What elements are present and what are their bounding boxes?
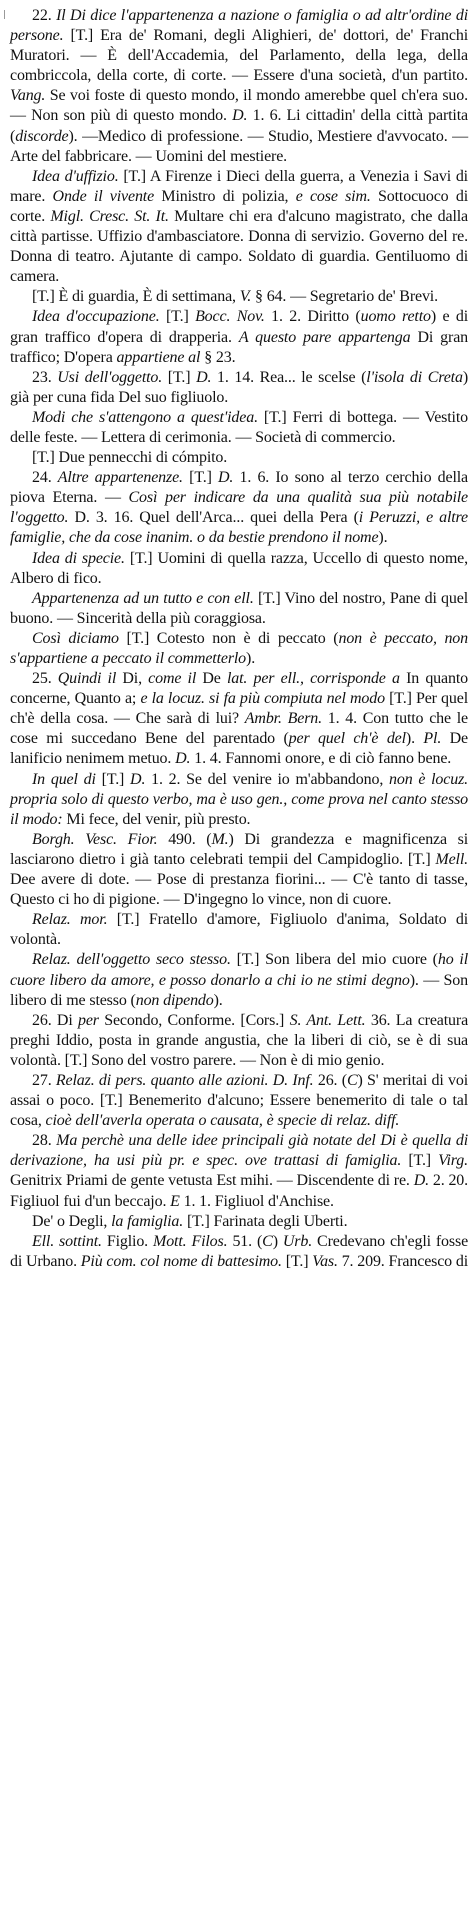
italic-text: D. [196, 368, 212, 386]
italic-text: Bocc. Nov. [195, 308, 265, 326]
italic-text: uomo retto [360, 308, 431, 326]
italic-text: non è peccato, non s'appartiene a peccato il commetterlo [10, 629, 469, 667]
italic-text: D. [232, 107, 248, 125]
text-run: 23. [32, 368, 58, 386]
italic-text: Quindi il [57, 670, 117, 688]
text-run: ) e di gran traffico d'opera di drapperia. [10, 308, 469, 346]
entry-paragraph [10, 589, 468, 629]
italic-text: e la locuz. si fa più compiuta nel modo [140, 690, 385, 708]
text-run: [T.] Son libera del mio cuore ( [230, 951, 438, 969]
italic-text: Ell. sottint. [32, 1232, 102, 1250]
text-run: [T.] A Firenze i Dieci della guerra, a Venezia i Savi di mare. [10, 167, 468, 205]
text-run: [T.] Vino del nostro, Pane di quel buono. — Sincerità della più coraggiosa. [10, 589, 468, 627]
italic-text: Idea d'occupazione. [32, 308, 160, 326]
entry-paragraph [10, 1011, 468, 1071]
italic-text: In quel di [32, 770, 96, 788]
italic-text: C [262, 1232, 273, 1250]
italic-text: Relaz. mor. [32, 911, 108, 929]
text-run: [T.] Era de' Romani, degli Alighieri, de' dottori, de' Franchi Muratori. — È dell'Accademia, del Parlamento, della lega, della combriccola, della corte, di corte. — Essere d'una società, d'un partito. [10, 27, 468, 85]
italic-text: Vas. [312, 1252, 338, 1270]
text-run: Di, [116, 670, 149, 688]
italic-text: Così diciamo [32, 629, 119, 647]
italic-text: Ma perchè una delle idee principali già notate del Di è quella di derivazione, ha usi più pr. e spec. ove trattasi di famiglia. [10, 1132, 468, 1170]
italic-text: Virg. [438, 1152, 468, 1170]
entry-paragraph [10, 307, 468, 367]
text-run: ) [272, 1232, 283, 1250]
text-run: Credevano ch'egli fosse di Urbano. [10, 1232, 469, 1270]
italic-text: per quel ch'è del [288, 730, 406, 748]
entry-paragraph [10, 6, 468, 167]
italic-text: Pl. [423, 730, 442, 748]
text-run: [T.] [281, 1252, 313, 1270]
italic-text: M. [211, 830, 229, 848]
italic-text: Relaz. di pers. quanto alle azioni. D. Inf. [55, 1071, 314, 1089]
text-run: [T.] [182, 469, 219, 487]
text-run: ) già per cuna fida Del suo figliuolo. [10, 368, 468, 406]
text-run: Secondo, Conforme. [Cors.] [98, 1011, 290, 1029]
text-run: 26. Di [32, 1011, 78, 1029]
italic-text: cioè dell'averla operata o causata, è specie di relaz. diff. [45, 1112, 400, 1130]
text-run: De lanificio nenimem metuo. [10, 730, 468, 768]
entry-paragraph [10, 167, 468, 288]
italic-text: l'isola di Creta [366, 368, 463, 386]
text-run: [T.] Cotesto non è di peccato ( [118, 629, 339, 647]
italic-text: V. [239, 288, 252, 306]
text-run: 22. [32, 7, 57, 24]
italic-text: Migl. Cresc. St. It. [50, 207, 169, 225]
italic-text: Modi che s'attengono a quest'idea. [32, 408, 258, 426]
italic-text: ho il cuore libero da amore, e posso donarlo a chi io ne stimi degno [10, 951, 468, 989]
entry-paragraph [10, 629, 468, 669]
italic-text: Più com. col nome di battesimo. [80, 1252, 282, 1270]
entry-paragraph [10, 669, 468, 769]
entry-paragraph [10, 830, 468, 910]
italic-text: S. Ant. Lett. [289, 1011, 366, 1029]
text-run: Multare chi era d'alcuno magistrato, che dalla città partisse. Uffizio d'ambasciatore. Donna di servizio. Governo del re. Donna di teatro. Ajutante di campo. Soldato di guardia. Gentiluomo di camera. [10, 207, 468, 286]
text-run: 1. 2. Se del venire io m'abbandono, [145, 770, 389, 788]
text-run: 1. 6. Io sono al terzo cerchio della piova Eterna. — [10, 469, 469, 507]
entry-paragraph [10, 1131, 468, 1211]
text-run: 24. [32, 469, 58, 487]
text-run: [T.] Ferri di bottega. — Vestito delle feste. — Lettera di cerimonia. — Società di commercio. [10, 408, 468, 446]
text-run: 1. 4. Con tutto che le cose mi succedano Bene del parentado ( [10, 710, 468, 748]
text-run: In quanto concerne, Quanto a; [10, 670, 468, 708]
italic-text: come il [148, 670, 197, 688]
text-run: ) Di grandezza e magnificenza si lasciarono dietro i già tanto celebrati tempii del Campidoglio. [T.] [10, 830, 469, 868]
text-run: ). —Medico di professione. — Studio, Mestiere d'avvocato. — Arte del fabbricare. — Uomini del mestiere. [10, 127, 468, 165]
text-run: De [196, 670, 227, 688]
entry-paragraph [10, 549, 468, 589]
text-run: [T.] Due pennecchi di cómpito. [32, 449, 228, 467]
text-run: 1. 4. Fannomi onore, e di ciò fanno bene. [190, 750, 452, 768]
entry-paragraph [10, 468, 468, 548]
text-run: [T.] È di guardia, È di settimana, [32, 288, 240, 306]
text-run: Ministro di polizia, [154, 187, 296, 205]
italic-text: Usi dell'oggetto. [57, 368, 163, 386]
text-run: [T.] [159, 308, 196, 326]
italic-text: la famiglia. [111, 1212, 184, 1230]
entry-paragraph [10, 448, 468, 468]
italic-text: e cose sim. [295, 187, 371, 205]
text-run: ). [378, 529, 388, 547]
italic-text: Borgh. Vesc. Fior. [32, 830, 158, 848]
entry-paragraph [10, 368, 468, 408]
text-run: [T.] Fratello d'amore, Figliuolo d'anima, Soldato di volontà. [10, 911, 468, 949]
text-run: 25. [32, 670, 58, 688]
italic-text: lat. per ell., corrisponde a [226, 670, 400, 688]
text-run: 1. 14. Rea... le scelse ( [211, 368, 367, 386]
text-run: Figlio. [101, 1232, 154, 1250]
entry-paragraph [10, 1212, 468, 1232]
text-run: § 64. — Segretario de' Brevi. [251, 288, 438, 306]
italic-text: Ambr. Bern. [244, 710, 322, 728]
text-run: 51. ( [227, 1232, 263, 1250]
italic-text: Onde il vivente [52, 187, 155, 205]
text-run: 1. 2. Diritto ( [264, 308, 361, 326]
italic-text: Mott. Filos. [153, 1232, 228, 1250]
italic-text: Così per indicare da una qualità sua più notabile l'oggetto. [10, 489, 468, 527]
text-run: 36. La creatura preghi Iddio, posta in grande angustia, che la liberi di ciò, se è di sua volontà. [T.] Sono del vostro parere. — Non è di mio genio. [10, 1011, 469, 1069]
italic-text: Il Di dice l'appartenenza a nazione o famiglia o ad altr'ordine di persone. [10, 7, 469, 45]
margin-mark [4, 10, 5, 19]
italic-text: non è locuz. propria solo di questo verbo, ma è uso gen., come prova nel canto stesso il modo: [10, 770, 469, 828]
entry-paragraph [10, 770, 468, 830]
text-run: ). [405, 730, 424, 748]
text-run: 1. 1. Figliuol d'Anchise. [179, 1192, 334, 1210]
italic-text: Idea di specie. [32, 549, 125, 567]
italic-text: non dipendo [135, 991, 214, 1009]
entry-paragraph [10, 408, 468, 448]
text-run: Mi fece, del venir, più presto. [62, 810, 251, 828]
italic-text: D. [413, 1172, 429, 1190]
italic-text: i Peruzzi, e altre famiglie, che da cose inanim. o da bestie prendono il nome [10, 509, 468, 547]
italic-text: per [77, 1011, 99, 1029]
entry-paragraph [10, 950, 468, 1010]
text-run: 1. 6. Li cittadin' della città partita ( [10, 107, 468, 145]
italic-text: C [346, 1071, 358, 1089]
text-run: § 23. [200, 348, 236, 366]
italic-text: appartiene al [116, 348, 201, 366]
text-run: [T.] [95, 770, 131, 788]
entry-paragraph [10, 910, 468, 950]
text-run: ). — Son libero di me stesso ( [10, 971, 468, 1009]
text-run: Sottocuoco di corte. [10, 187, 468, 225]
dictionary-entry-text [10, 6, 468, 1272]
text-run: 28. [32, 1132, 57, 1150]
entry-paragraph [10, 1232, 468, 1272]
italic-text: Mell. [435, 850, 468, 868]
text-run: Genitrix Priami de gente vetusta Est mihi. — Discendente di re. [10, 1172, 414, 1190]
text-run: 7. 209. Francesco di [337, 1252, 469, 1270]
text-run: ). [246, 650, 256, 667]
entry-paragraph [10, 1071, 468, 1131]
text-run: [T.] Uomini di quella razza, Uccello di questo nome, Albero di fico. [10, 549, 468, 587]
text-run: D. 3. 16. Quel dell'Arca... quei della Pera ( [68, 509, 359, 527]
text-run: 2. 20. Figliuol fui d'un beccajo. [10, 1172, 468, 1210]
italic-text: Altre appartenenze. [57, 469, 183, 487]
italic-text: Idea d'uffizio. [32, 167, 119, 185]
italic-text: A questo pare appartenga [238, 328, 411, 346]
italic-text: Vang. [10, 87, 46, 105]
italic-text: Appartenenza ad un tutto e con ell. [32, 589, 254, 607]
text-run: ) S' meritai di voi assai o poco. [T.] Benemerito d'alcuno; Essere benemerito di tale o tal cosa, [10, 1071, 468, 1130]
text-run: De' o Degli, [32, 1212, 112, 1230]
italic-text: E [170, 1192, 180, 1210]
text-run: 27. [32, 1071, 56, 1089]
text-run: Dee avere di dote. — Pose di prestanza fiorini... — C'è tanto di tasse, Questo ci ho di pigione. — D'ingegno lo vince, non di cuore. [10, 871, 468, 909]
text-run: [T.] Per quel ch'è della cosa. — Che sarà di lui? [10, 690, 468, 728]
italic-text: D. [218, 469, 234, 487]
text-run: 26. ( [313, 1071, 347, 1089]
text-run: 490. ( [157, 830, 212, 848]
entry-paragraph [10, 287, 468, 307]
text-run: Se voi foste di questo mondo, il mondo amerebbe quel ch'era suo. — Non son più di questo mondo. [10, 87, 468, 125]
text-run: [T.] Farinata degli Uberti. [183, 1212, 348, 1230]
text-run: [T.] [162, 368, 197, 386]
text-run: ). [213, 991, 223, 1009]
italic-text: D. [130, 770, 146, 788]
text-run: [T.] [401, 1152, 439, 1170]
italic-text: D. [175, 750, 191, 768]
italic-text: Urb. [282, 1232, 313, 1250]
text-run: Di gran traffico; D'opera [10, 328, 468, 366]
italic-text: Relaz. dell'oggetto seco stesso. [32, 951, 231, 969]
italic-text: discorde [15, 127, 69, 145]
